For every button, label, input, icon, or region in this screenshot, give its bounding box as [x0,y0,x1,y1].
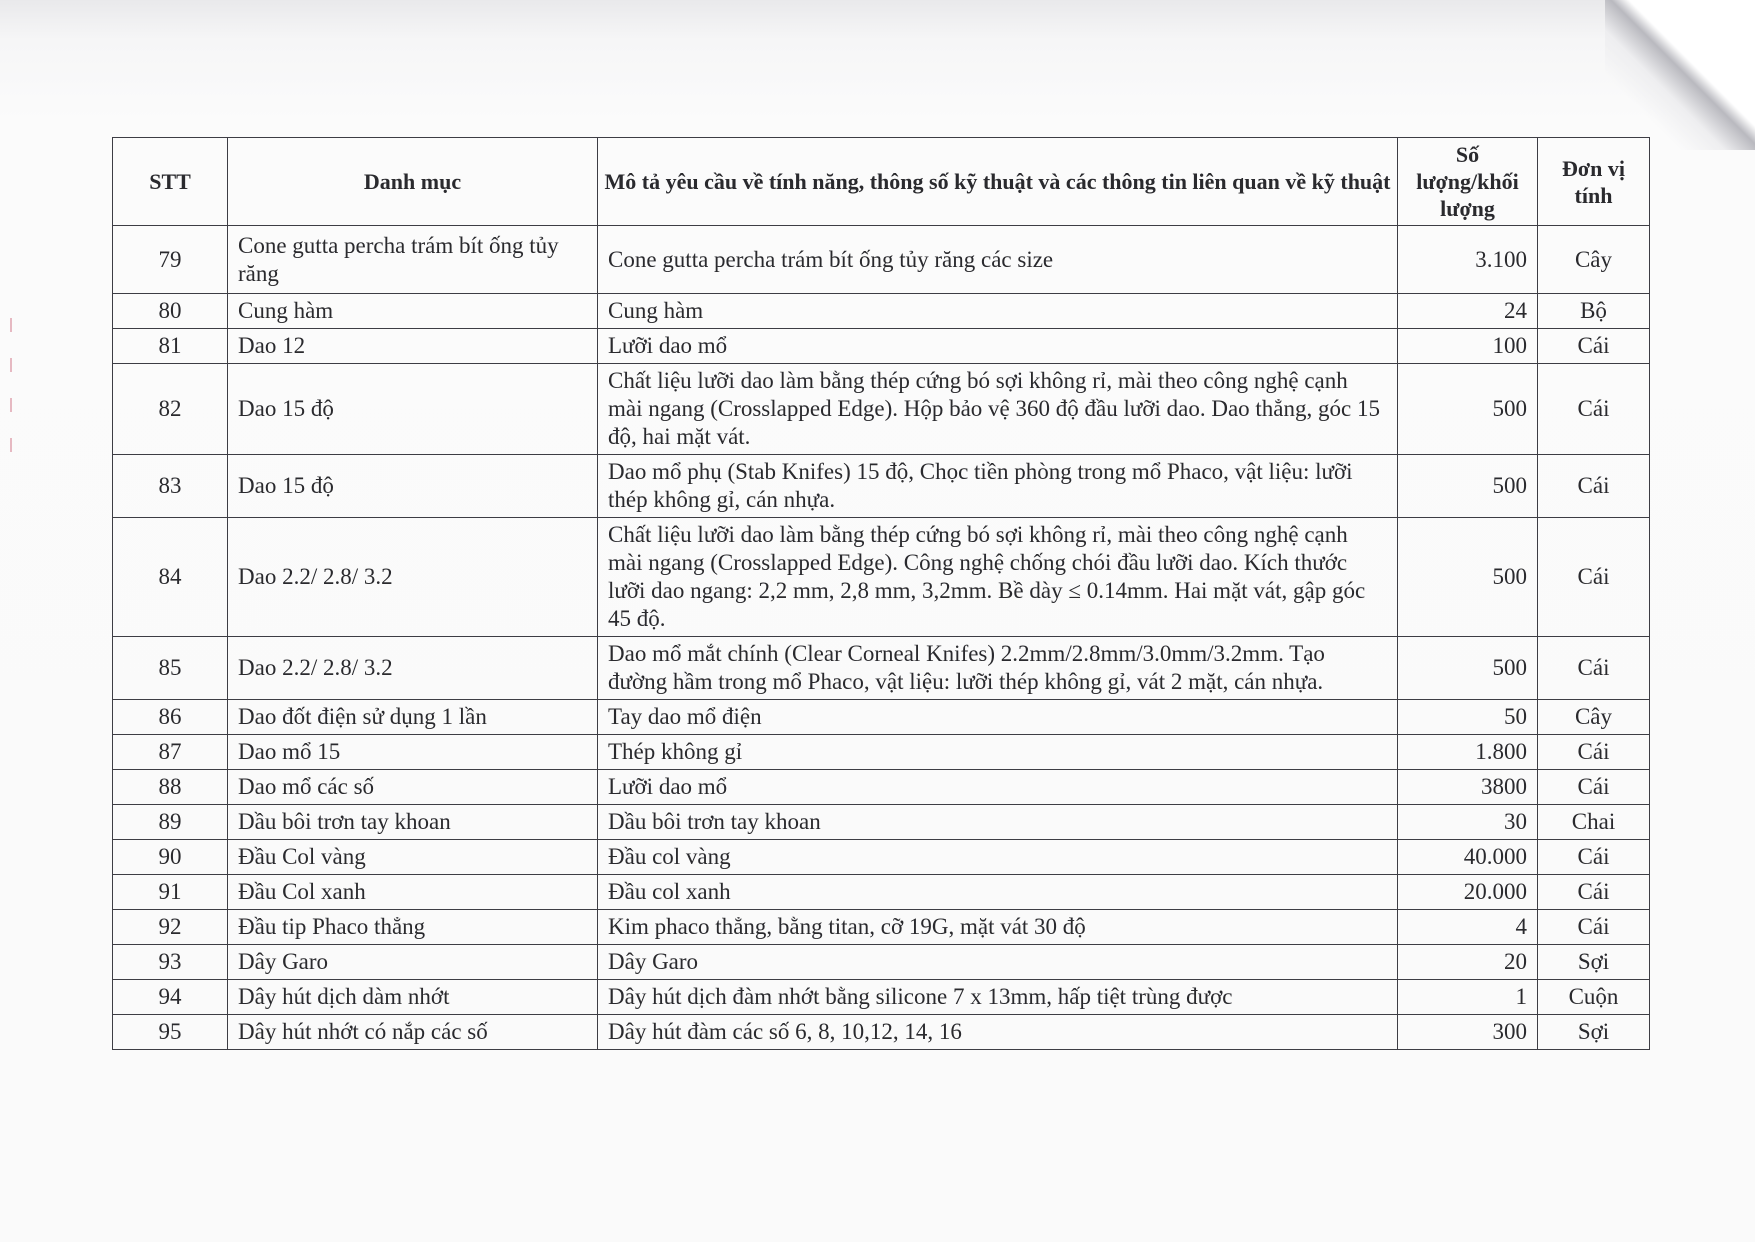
row-stt: 92 [113,910,228,945]
row-description: Cung hàm [598,294,1398,329]
row-description: Dây Garo [598,945,1398,980]
row-description: Dầu bôi trơn tay khoan [598,805,1398,840]
row-category: Đầu Col xanh [228,875,598,910]
row-unit: Cây [1538,700,1650,735]
row-description: Dây hút dịch đàm nhớt bằng silicone 7 x 13mm, hấp tiệt trùng được [598,980,1398,1015]
row-quantity: 3800 [1398,770,1538,805]
row-unit: Cái [1538,735,1650,770]
table-row [113,910,1650,945]
row-description: Lưỡi dao mổ [598,770,1398,805]
row-description: Dao mổ mắt chính (Clear Corneal Knifes) 2.2mm/2.8mm/3.0mm/3.2mm. Tạo đường hầm trong mổ Phaco, vật liệu: lưỡi thép không gỉ, vát 2 mặt, cán nhựa. [598,637,1398,700]
row-category: Dây Garo [228,945,598,980]
row-stt: 81 [113,329,228,364]
row-description: Tay dao mổ điện [598,700,1398,735]
table-row [113,945,1650,980]
row-quantity: 24 [1398,294,1538,329]
table-row [113,840,1650,875]
row-category: Đầu tip Phaco thẳng [228,910,598,945]
row-category: Dao mổ các số [228,770,598,805]
table-row [113,364,1650,455]
row-quantity: 4 [1398,910,1538,945]
row-category: Dao 12 [228,329,598,364]
row-category: Cung hàm [228,294,598,329]
row-description: Dao mổ phụ (Stab Knifes) 15 độ, Chọc tiền phòng trong mổ Phaco, vật liệu: lưỡi thép không gỉ, cán nhựa. [598,455,1398,518]
row-quantity: 300 [1398,1015,1538,1050]
row-description: Cone gutta percha trám bít ống tủy răng các size [598,226,1398,294]
table-row [113,329,1650,364]
row-stt: 93 [113,945,228,980]
table-row [113,980,1650,1015]
row-stt: 91 [113,875,228,910]
row-quantity: 100 [1398,329,1538,364]
row-category: Cone gutta percha trám bít ống tủy răng [228,226,598,294]
table-header-row [113,138,1650,226]
row-category: Dao đốt điện sử dụng 1 lần [228,700,598,735]
row-stt: 89 [113,805,228,840]
row-category: Dầu bôi trơn tay khoan [228,805,598,840]
row-quantity: 30 [1398,805,1538,840]
row-quantity: 1 [1398,980,1538,1015]
row-category: Đầu Col vàng [228,840,598,875]
row-category: Dao 2.2/ 2.8/ 3.2 [228,518,598,637]
row-quantity: 20 [1398,945,1538,980]
row-stt: 82 [113,364,228,455]
row-quantity: 500 [1398,518,1538,637]
row-category: Dao 2.2/ 2.8/ 3.2 [228,637,598,700]
row-stt: 87 [113,735,228,770]
row-unit: Cái [1538,455,1650,518]
scan-edge-marks [4,318,18,508]
row-unit: Cái [1538,364,1650,455]
row-quantity: 3.100 [1398,226,1538,294]
row-unit: Chai [1538,805,1650,840]
row-description: Đầu col xanh [598,875,1398,910]
row-unit: Sợi [1538,945,1650,980]
header-description: Mô tả yêu cầu về tính năng, thông số kỹ thuật và các thông tin liên quan về kỹ thuật [598,138,1398,226]
table-row [113,1015,1650,1050]
equipment-table [112,137,1650,1050]
row-quantity: 40.000 [1398,840,1538,875]
row-quantity: 1.800 [1398,735,1538,770]
row-stt: 94 [113,980,228,1015]
row-description: Thép không gỉ [598,735,1398,770]
row-unit: Cái [1538,518,1650,637]
row-quantity: 500 [1398,455,1538,518]
row-stt: 86 [113,700,228,735]
row-stt: 80 [113,294,228,329]
row-description: Lưỡi dao mổ [598,329,1398,364]
row-stt: 85 [113,637,228,700]
table-row [113,226,1650,294]
table-row [113,294,1650,329]
row-unit: Bộ [1538,294,1650,329]
row-unit: Sợi [1538,1015,1650,1050]
row-stt: 83 [113,455,228,518]
table-row [113,805,1650,840]
row-unit: Cái [1538,329,1650,364]
row-stt: 95 [113,1015,228,1050]
table-row [113,735,1650,770]
row-unit: Cuộn [1538,980,1650,1015]
header-category: Danh mục [228,138,598,226]
table-row [113,875,1650,910]
header-unit: Đơn vị tính [1538,138,1650,226]
row-unit: Cái [1538,637,1650,700]
row-unit: Cái [1538,875,1650,910]
row-stt: 84 [113,518,228,637]
row-description: Đầu col vàng [598,840,1398,875]
row-unit: Cái [1538,840,1650,875]
row-description: Dây hút đàm các số 6, 8, 10,12, 14, 16 [598,1015,1398,1050]
row-quantity: 500 [1398,637,1538,700]
row-quantity: 20.000 [1398,875,1538,910]
row-unit: Cái [1538,910,1650,945]
row-quantity: 50 [1398,700,1538,735]
row-stt: 88 [113,770,228,805]
row-unit: Cái [1538,770,1650,805]
row-category: Dao mổ 15 [228,735,598,770]
row-category: Dây hút dịch dàm nhớt [228,980,598,1015]
row-description: Chất liệu lưỡi dao làm bằng thép cứng bó sợi không rỉ, mài theo công nghệ cạnh mài ngang (Crosslapped Edge). Công nghệ chống chói đầu lưỡi dao. Kích thước lưỡi dao ngang: 2,2 mm, 2,8 mm, 3,2mm. Bề dày ≤ 0.14mm. Hai mặt vát, gập góc 45 độ. [598,518,1398,637]
row-category: Dao 15 độ [228,455,598,518]
row-description: Chất liệu lưỡi dao làm bằng thép cứng bó sợi không rỉ, mài theo công nghệ cạnh mài ngang (Crosslapped Edge). Hộp bảo vệ 360 độ đầu lưỡi dao. Dao thẳng, góc 15 độ, hai mặt vát. [598,364,1398,455]
row-stt: 79 [113,226,228,294]
page-corner-fold [1605,0,1755,150]
table-row [113,770,1650,805]
header-quantity: Số lượng/khối lượng [1398,138,1538,226]
table-row [113,637,1650,700]
table-row [113,455,1650,518]
row-unit: Cây [1538,226,1650,294]
row-stt: 90 [113,840,228,875]
table-row [113,518,1650,637]
row-category: Dây hút nhớt có nắp các số [228,1015,598,1050]
row-category: Dao 15 độ [228,364,598,455]
table-row [113,700,1650,735]
row-description: Kim phaco thẳng, bằng titan, cỡ 19G, mặt vát 30 độ [598,910,1398,945]
header-stt: STT [113,138,228,226]
row-quantity: 500 [1398,364,1538,455]
